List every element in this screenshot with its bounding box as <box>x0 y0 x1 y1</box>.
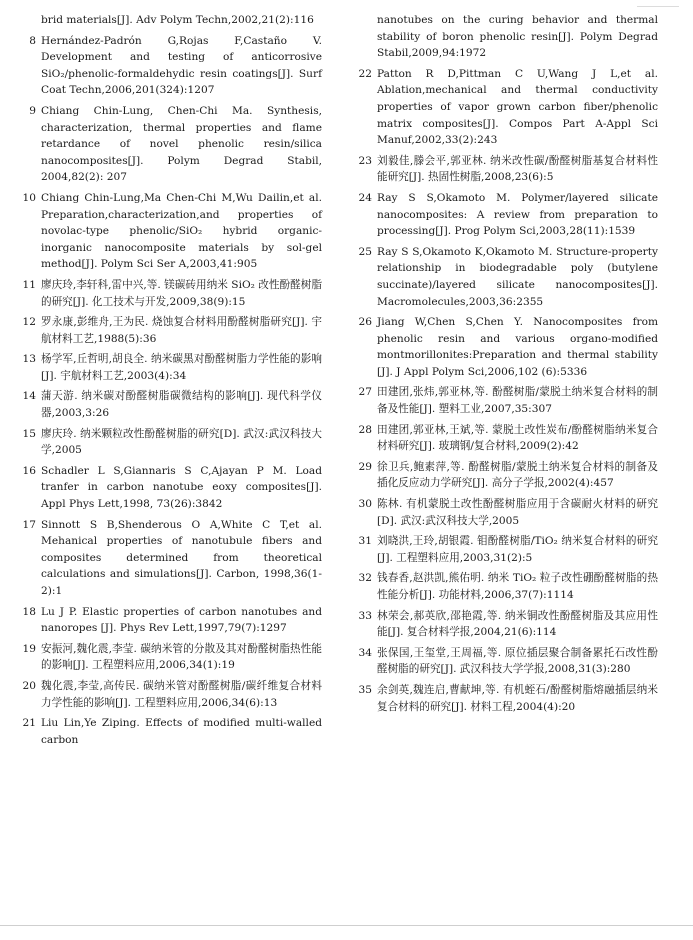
reference-entry <box>22 33 322 99</box>
reference-number: 14 <box>22 390 36 403</box>
reference-number: 31 <box>358 535 372 548</box>
reference-text: 廖庆玲. 纳米颗粒改性酚醛树脂的研究[D]. 武汉:武汉科技大学,2005 <box>41 427 322 457</box>
reference-entry <box>22 641 322 674</box>
reference-entry <box>358 533 658 566</box>
reference-entry <box>358 244 658 310</box>
reference-number: 18 <box>22 605 36 618</box>
reference-entry <box>358 153 658 186</box>
reference-number: 19 <box>22 642 36 655</box>
reference-text: Ray S S,Okamoto M. Polymer/layered silicate nanocomposites: A review from preparation to processing[J]. Prog Polym Sci,2003,28(11):1539 <box>377 191 658 238</box>
reference-entry <box>22 604 322 637</box>
reference-number: 11 <box>22 278 36 291</box>
reference-entry <box>22 190 322 273</box>
reference-text: 安振河,魏化震,李莹. 碳纳米管的分散及其对酚醛树脂热性能的影响[J]. 工程塑料应用,2006,34(1):19 <box>41 642 322 672</box>
reference-entry <box>22 715 322 748</box>
reference-text: Chiang Chin-Lung,Ma Chen-Chi M,Wu Dailin,et al. Preparation,characterization,and properties of novolac-type phenolic/SiO₂ hybrid organic-inorganic nanocomposite materials by sol-gel method[J]. Polym Sci Ser A,2003,41:905 <box>41 191 322 271</box>
reference-number: 15 <box>22 427 36 440</box>
reference-number: 16 <box>22 464 36 477</box>
reference-text: 刘晓洪,王玲,胡银霞. 钼酚醛树脂/TiO₂ 纳米复合材料的研究[J]. 工程塑料应用,2003,31(2):5 <box>377 535 658 564</box>
reference-number: 12 <box>22 316 36 329</box>
reference-number: 24 <box>358 191 372 204</box>
reference-entry <box>22 426 322 459</box>
reference-entry <box>358 12 658 62</box>
reference-text: Sinnott S B,Shenderous O A,White C T,et al. Mehanical properties of nanotubule fibers and composites determined from theoretical calculations and simulations[J]. Carbon, 1998,36(1-2):1 <box>41 518 322 597</box>
reference-entry <box>358 314 658 380</box>
page-bottom-rule <box>0 925 693 926</box>
reference-number: 25 <box>358 245 372 258</box>
reference-entry <box>358 608 658 641</box>
reference-entry <box>358 422 658 455</box>
reference-entry <box>22 463 322 513</box>
reference-text: Hernández-Padrón G,Rojas F,Castaño V. Development and testing of anticorrosive SiO₂/phenolic-formaldehydic resin coatings[J]. Surf Coat Techn,2006,201(324):1207 <box>41 34 322 97</box>
reference-entry <box>358 190 658 240</box>
reference-number: 23 <box>358 154 372 167</box>
reference-text: 田建团,张炜,郭亚林,等. 酚醛树脂/蒙脱土纳米复合材料的制备及性能[J]. 塑料工业,2007,35:307 <box>377 386 658 416</box>
reference-text: 陈林. 有机蒙脱土改性酚醛树脂应用于含碳耐火材料的研究[D]. 武汉:武汉科技大学,2005 <box>377 498 658 527</box>
reference-text: Ray S S,Okamoto K,Okamoto M. Structure-property relationship in biodegradable poly (butylene succinate)/layered silicate nanocomposites[J]. Macromolecules,2003,36:2355 <box>377 245 658 308</box>
reference-entry <box>358 66 658 149</box>
page-corner-line <box>637 6 679 7</box>
reference-entry <box>22 517 322 600</box>
reference-number: 27 <box>358 386 372 399</box>
reference-entry <box>358 682 658 715</box>
reference-number: 34 <box>358 646 372 659</box>
reference-number: 8 <box>29 34 36 47</box>
reference-number: 17 <box>22 518 36 531</box>
reference-text: 罗永康,彭维舟,王为民. 烧蚀复合材料用酚醛树脂研究[J]. 宇航材料工艺,1988(5):36 <box>41 316 322 345</box>
reference-entry <box>358 496 658 529</box>
reference-text: 徐卫兵,鲍素萍,等. 酚醛树脂/蒙脱土纳米复合材料的制备及插化反应动力学研究[J]. 高分子学报,2002(4):457 <box>377 460 658 490</box>
reference-column-left <box>22 12 322 752</box>
reference-entry <box>358 645 658 678</box>
reference-number: 29 <box>358 460 372 473</box>
reference-text: 林荣会,郝英欣,邵艳霞,等. 纳米铜改性酚醛树脂及其应用性能[J]. 复合材料学报,2004,21(6):114 <box>377 609 658 639</box>
reference-number: 28 <box>358 423 372 436</box>
reference-number: 13 <box>22 353 36 366</box>
reference-entry <box>22 314 322 347</box>
reference-text: 廖庆玲,李轩科,雷中兴,等. 镁碳砖用纳米 SiO₂ 改性酚醛树脂的研究[J]. 化工技术与开发,2009,38(9):15 <box>41 278 322 308</box>
reference-entry <box>22 678 322 711</box>
reference-entry <box>22 388 322 421</box>
reference-text: 魏化震,李莹,高传民. 碳纳米管对酚醛树脂/碳纤维复合材料力学性能的影响[J]. 工程塑料应用,2006,34(6):13 <box>41 679 322 709</box>
reference-text: Chiang Chin-Lung, Chen-Chi Ma. Synthesis, characterization, thermal properties and flame retardance of novel phenolic resin/silica nanocomposites[J]. Polym Degrad Stabil, 2004,82(2): 207 <box>41 104 322 184</box>
reference-text: nanotubes on the curing behavior and thermal stability of boron phenolic resin[J]. Polym Degrad Stabil,2009,94:1972 <box>377 14 658 60</box>
reference-number: 32 <box>358 572 372 585</box>
reference-text: Lu J P. Elastic properties of carbon nanotubes and nanoropes [J]. Phys Rev Lett,1997,79(7):1297 <box>41 605 322 635</box>
reference-number: 30 <box>358 498 372 511</box>
reference-text: 刘毅佳,滕会平,郭亚林. 纳米改性碳/酚醛树脂基复合材料性能研究[J]. 热固性树脂,2008,23(6):5 <box>377 154 658 184</box>
reference-text: 钱春香,赵洪凯,熊佑明. 纳米 TiO₂ 粒子改性硼酚醛树脂的热性能分析[J]. 功能材料,2006,37(7):1114 <box>377 572 658 601</box>
reference-entry <box>22 103 322 186</box>
reference-text: 田建团,郭亚林,王斌,等. 蒙脱土改性炭布/酚醛树脂纳米复合材料研究[J]. 玻璃钢/复合材料,2009(2):42 <box>377 423 658 453</box>
reference-entry <box>358 570 658 603</box>
reference-entry <box>22 12 322 29</box>
reference-entry <box>22 351 322 384</box>
reference-number: 26 <box>358 316 372 329</box>
reference-text: 杨学军,丘哲明,胡良全. 纳米碳黑对酚醛树脂力学性能的影响[J]. 宇航材料工艺,2003(4):34 <box>41 353 322 382</box>
reference-text: Liu Lin,Ye Ziping. Effects of modified multi-walled carbon <box>41 717 322 746</box>
reference-text: 余剑英,魏连启,曹献坤,等. 有机蛭石/酚醛树脂熔融插层纳米复合材料的研究[J]. 材料工程,2004(4):20 <box>377 683 658 713</box>
reference-number: 20 <box>22 679 36 692</box>
reference-number: 10 <box>22 191 36 204</box>
reference-text: 蒲天游. 纳米碳对酚醛树脂碳微结构的影响[J]. 现代科学仪器,2003,3:26 <box>41 390 322 420</box>
reference-number: 9 <box>29 104 36 117</box>
reference-number: 33 <box>358 609 372 622</box>
reference-number: 35 <box>358 683 372 696</box>
reference-column-right <box>358 12 658 719</box>
reference-number: 22 <box>358 67 372 80</box>
reference-text: Patton R D,Pittman C U,Wang J L,et al. Ablation,mechanical and thermal conductivity properties of vapor grown carbon fiber/phenolic matrix composites[J]. Compos Part A-Appl Sci Manuf,2002,33(2):243 <box>377 67 658 147</box>
reference-text: Schadler L S,Giannaris S C,Ajayan P M. Load tranfer in carbon nanotube eoxy composites[J]. Appl Phys Lett,1998, 73(26):3842 <box>41 464 322 511</box>
reference-entry <box>358 384 658 417</box>
reference-text: Jiang W,Chen S,Chen Y. Nanocomposites from phenolic resin and various organo-modified montmorillonites:Preparation and thermal stability [J]. J Appl Polym Sci,2006,102 (6):5336 <box>377 316 658 378</box>
reference-text: 张保国,王玺堂,王周福,等. 原位插层聚合制备累托石改性酚醛树脂的研究[J]. 武汉科技大学学报,2008,31(3):280 <box>377 646 658 676</box>
reference-entry <box>358 459 658 492</box>
reference-entry <box>22 277 322 310</box>
reference-number: 21 <box>22 717 36 730</box>
reference-text: brid materials[J]. Adv Polym Techn,2002,21(2):116 <box>41 14 314 26</box>
